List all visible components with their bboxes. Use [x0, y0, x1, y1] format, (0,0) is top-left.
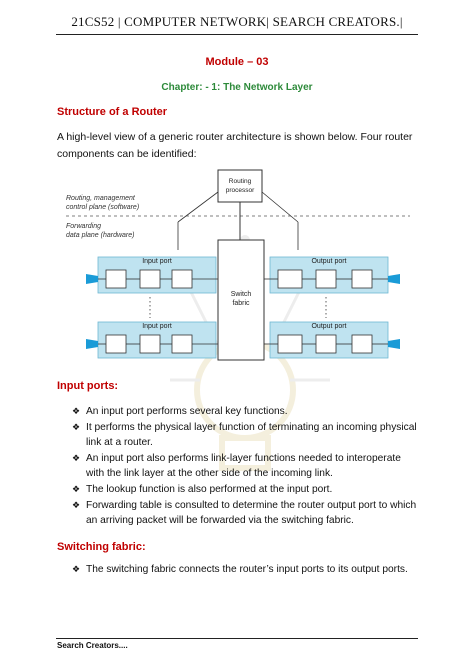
- bullet-text: An input port also performs link-layer functions needed to interoperate with the link layer at the other side of the incoming link.: [86, 452, 401, 480]
- data-plane-label-1: Forwarding: [66, 223, 102, 230]
- switch-fabric-label-1: Switch: [230, 291, 252, 298]
- router-architecture-diagram: [58, 162, 418, 372]
- lookup-box: [172, 335, 192, 353]
- module-title: Module – 03: [205, 56, 269, 68]
- switch-fabric-label-2: fabric: [232, 300, 250, 307]
- processor-control-line: [178, 192, 218, 222]
- output-port-label: Output port: [311, 323, 347, 330]
- bullet-text: An input port performs several key functions.: [86, 406, 288, 417]
- queue-box: [278, 270, 302, 288]
- structure-heading: Structure of a Router: [57, 106, 168, 118]
- page-footer: Search Creators....: [57, 641, 128, 650]
- lookup-box: [172, 270, 192, 288]
- input-port-label: Input port: [142, 258, 172, 265]
- bullet-text: The switching fabric connects the router’s input ports to its output ports.: [86, 564, 408, 575]
- processor-control-line: [262, 192, 298, 222]
- routing-processor-label-1: Routing: [228, 178, 252, 185]
- queue-box: [278, 335, 302, 353]
- outgoing-link-icon: [388, 339, 400, 349]
- link-layer-box: [316, 335, 336, 353]
- line-termination-box: [352, 270, 372, 288]
- control-plane-label-2: control plane (software): [66, 204, 140, 211]
- bullet-text: The lookup function is also performed at the input port.: [86, 483, 333, 495]
- intro-paragraph: A high-level view of a generic router architecture is shown below. Four router components can be identified:: [57, 131, 413, 160]
- link-layer-box: [140, 270, 160, 288]
- outgoing-link-icon: [388, 274, 400, 284]
- page-header: 21CS52 | COMPUTER NETWORK| SEARCH CREATORS.|: [71, 14, 403, 29]
- line-termination-box: [106, 335, 126, 353]
- bullet-text: Forwarding table is consulted to determine the router output port to which an arriving packet will be forwarded via the switching fabric.: [86, 499, 417, 527]
- link-layer-box: [140, 335, 160, 353]
- routing-processor-box: [218, 170, 262, 202]
- list-item: [72, 420, 418, 451]
- list-item: [72, 404, 418, 420]
- chapter-title: Chapter: - 1: The Network Layer: [161, 82, 313, 93]
- output-port-label: Output port: [311, 258, 347, 265]
- diamond-bullet-icon: ❖: [72, 499, 81, 510]
- header-divider: [56, 34, 418, 35]
- diamond-bullet-icon: ❖: [72, 421, 81, 432]
- diamond-bullet-icon: ❖: [72, 564, 81, 574]
- input-ports-bullet-list: [72, 404, 418, 529]
- diamond-bullet-icon: ❖: [72, 406, 81, 416]
- input-ports-heading: Input ports:: [57, 380, 119, 392]
- incoming-link-icon: [86, 339, 98, 349]
- switching-fabric-heading: Switching fabric:: [57, 541, 146, 553]
- control-plane-label-1: Routing, management: [66, 195, 135, 202]
- switching-fabric-bullet-list: [72, 562, 418, 578]
- bullet-text: It performs the physical layer function of terminating an incoming physical link at a router.: [86, 421, 417, 449]
- line-termination-box: [352, 335, 372, 353]
- list-item: [72, 451, 418, 482]
- line-termination-box: [106, 270, 126, 288]
- input-port-label: Input port: [142, 323, 172, 330]
- link-layer-box: [316, 270, 336, 288]
- incoming-link-icon: [86, 274, 98, 284]
- data-plane-label-2: data plane (hardware): [66, 232, 135, 239]
- list-item: [72, 482, 418, 498]
- list-item: [72, 562, 418, 578]
- list-item: [72, 498, 418, 529]
- routing-processor-label-2: processor: [225, 187, 255, 194]
- diamond-bullet-icon: ❖: [72, 483, 81, 494]
- footer-divider: [56, 638, 418, 639]
- diamond-bullet-icon: ❖: [72, 452, 81, 463]
